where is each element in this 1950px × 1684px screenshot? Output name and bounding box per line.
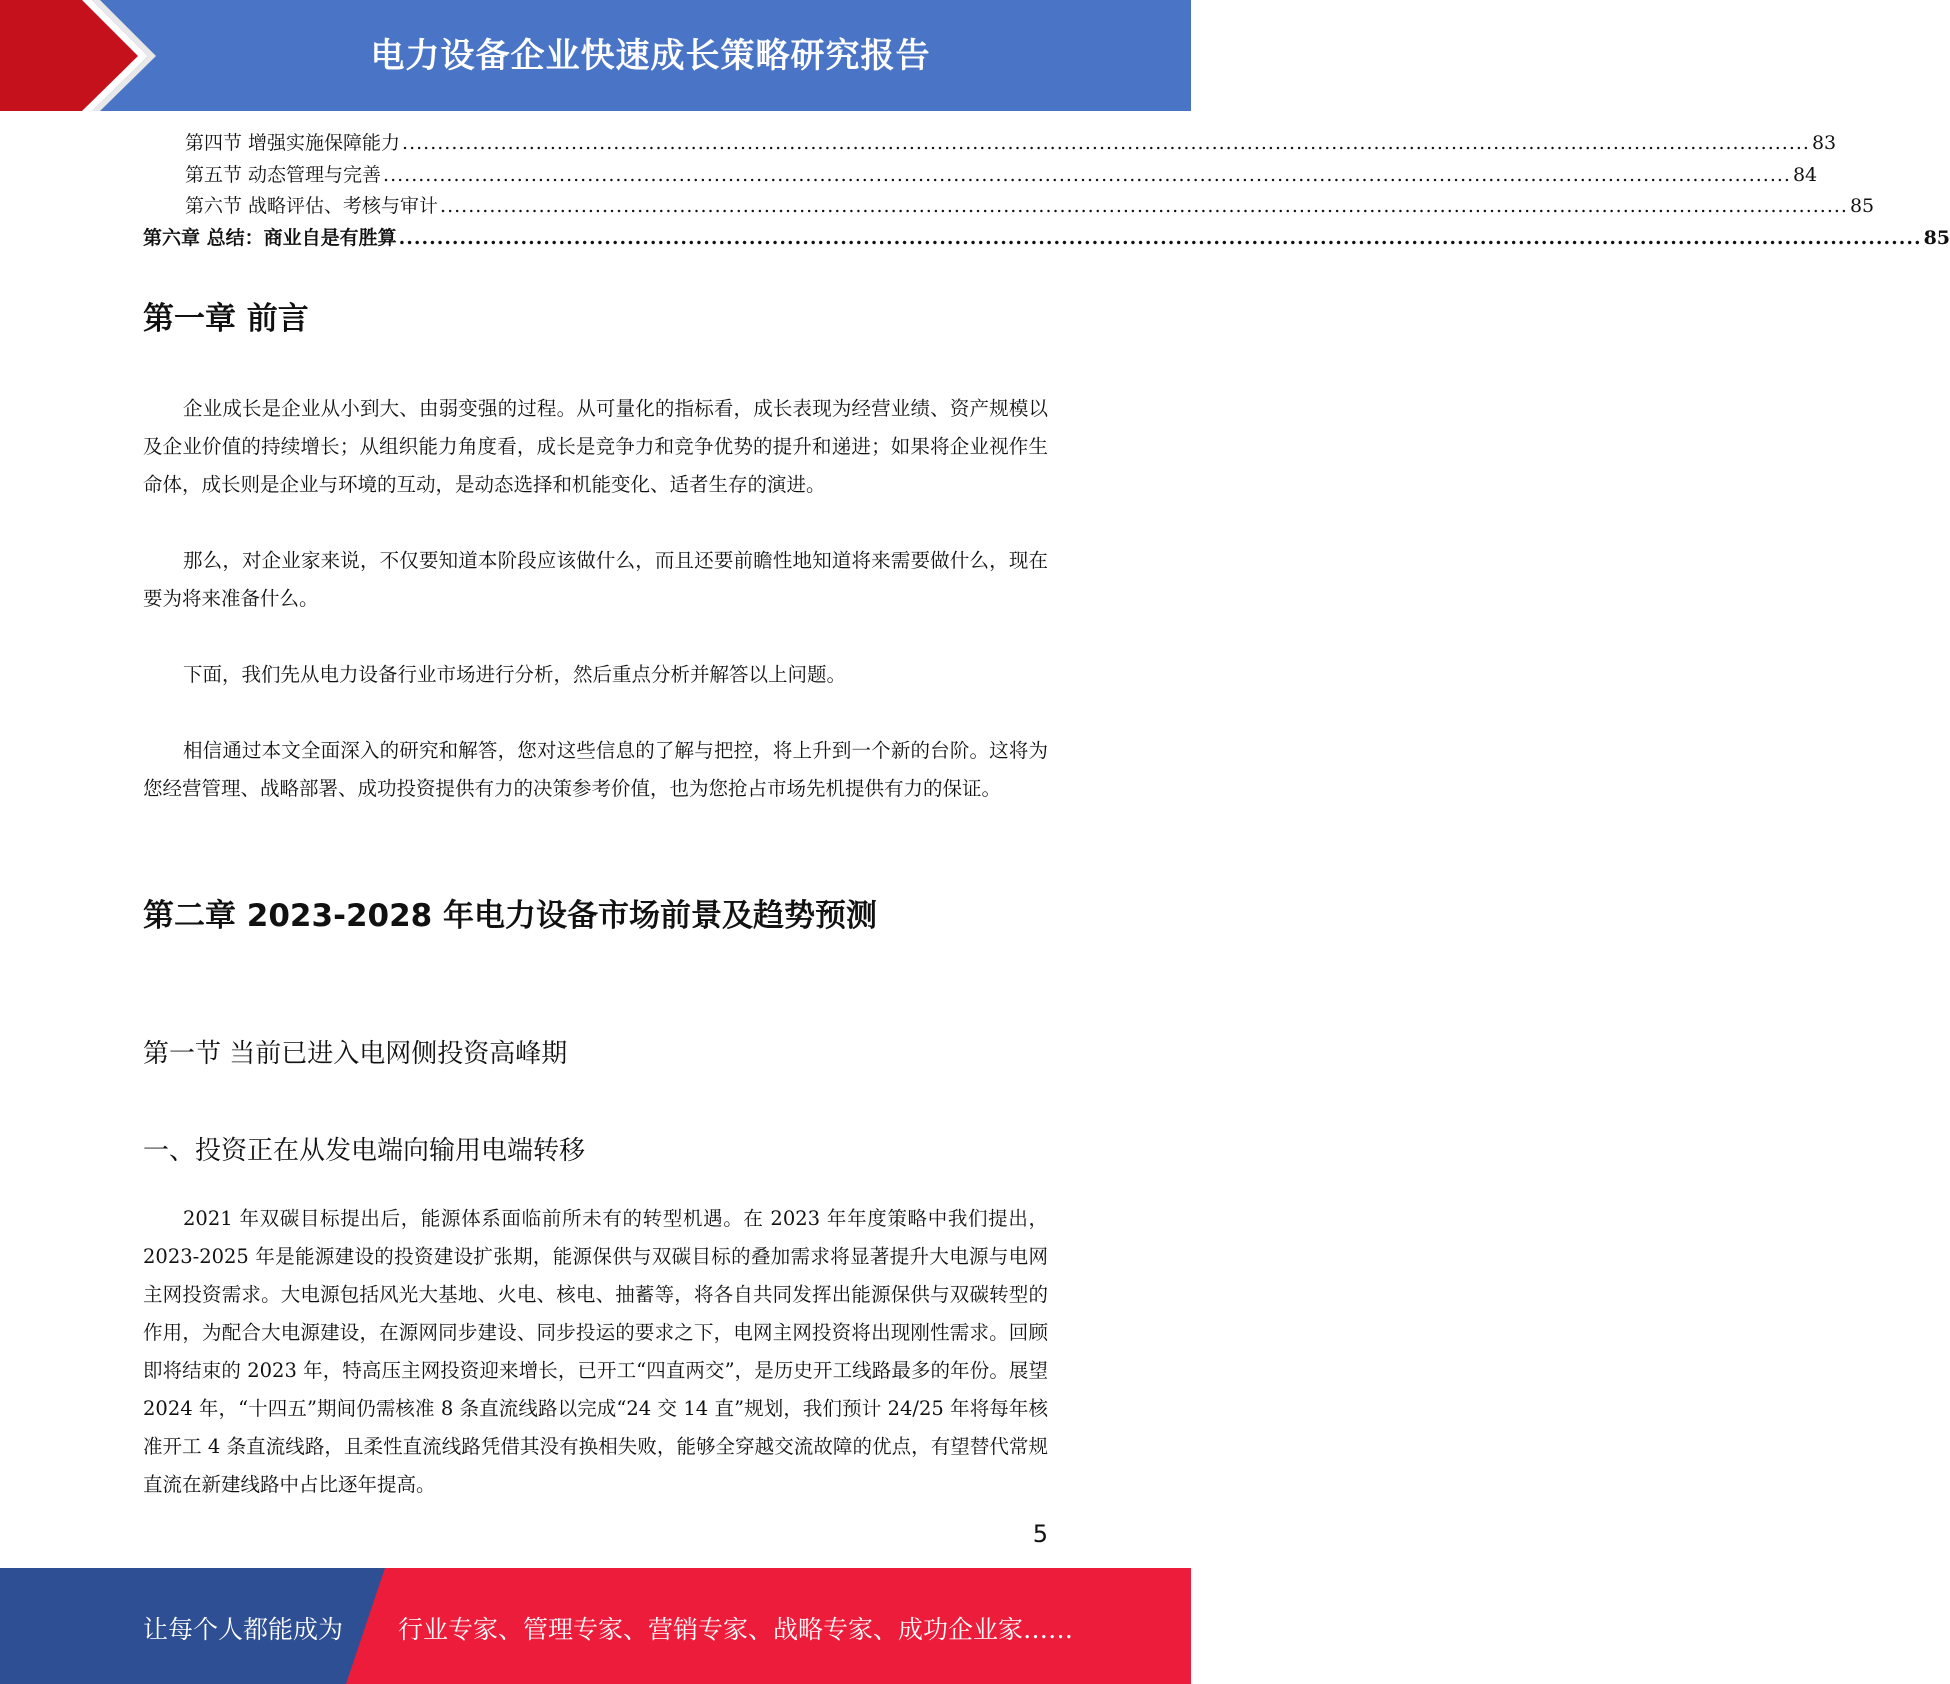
- toc-entry-label: 第四节 增强实施保障能力: [185, 132, 401, 154]
- toc-leader-dots: ........................................................................................................................................................................................................: [383, 163, 1791, 186]
- page-footer: [0, 1568, 1191, 1684]
- page-number: 5: [1032, 1520, 1048, 1548]
- toc-entry-page: 84: [1792, 163, 1818, 186]
- footer-slogan-right: 行业专家、管理专家、营销专家、战略专家、成功企业家……: [398, 1615, 1074, 1644]
- paragraph: 相信通过本文全面深入的研究和解答，您对这些信息的了解与把控，将上升到一个新的台阶。这将为您经营管理、战略部署、成功投资提供有力的决策参考价值，也为您抢占市场先机提供有力的保证。: [143, 739, 1048, 800]
- toc-entry-label: 第六章 总结：商业自是有胜算: [143, 226, 397, 249]
- toc-entry-label: 第五节 动态管理与完善: [185, 163, 382, 186]
- red-arrow-shape: [0, 0, 138, 111]
- section-heading: 第一节 当前已进入电网侧投资高峰期: [143, 1039, 568, 1069]
- paragraph: 下面，我们先从电力设备行业市场进行分析，然后重点分析并解答以上问题。: [183, 663, 847, 686]
- table-of-contents: [143, 128, 1950, 254]
- chapter-1-heading: 第一章 前言: [143, 301, 309, 337]
- page-header: [0, 0, 1191, 111]
- chapter-2-heading: 第二章 2023-2028 年电力设备市场前景及趋势预测: [143, 898, 878, 934]
- toc-entry[interactable]: [143, 223, 1950, 255]
- footer-slogan-left: 让每个人都能成为: [143, 1615, 344, 1644]
- toc-entry[interactable]: [143, 191, 1875, 223]
- paragraph: 2021 年双碳目标提出后，能源体系面临前所未有的转型机遇。在 2023 年年度策略中我们提出，2023-2025 年是能源建设的投资建设扩张期，能源保供与双碳目标的叠加需求将显著提升大电源与电网主网投资需求。大电源包括风光大基地、火电、核电、抽蓄等，将各自共同发挥出能源保供与双碳转型的作用，为配合大电源建设，在源网同步建设、同步投运的要求之下，电网主网投资将出现刚性需求。回顾即将结束的 2023 年，特高压主网投资迎来增长，已开工“四直两交”，是历史开工线路最多的年份。展望 2024 年，“十四五”期间仍需核准 8 条直流线路以完成“24 交 14 直”规划，我们预计 24/25 年将每年核准开工 4 条直流线路，且柔性直流线路凭借其没有换相失败，能够全穿越交流故障的优点，有望替代常规直流在新建线路中占比逐年提高。: [143, 1207, 1048, 1496]
- toc-entry-page: 83: [1811, 132, 1837, 154]
- paragraph: 企业成长是企业从小到大、由弱变强的过程。从可量化的指标看，成长表现为经营业绩、资产规模以及企业价值的持续增长；从组织能力角度看，成长是竞争力和竞争优势的提升和递进；如果将企业视作生命体，成长则是企业与环境的互动，是动态选择和机能变化、适者生存的演进。: [143, 397, 1048, 496]
- toc-leader-dots: ........................................................................................................................................................................................................: [402, 132, 1810, 154]
- toc-entry-page: 85: [1923, 226, 1950, 249]
- report-title: 电力设备企业快速成长策略研究报告: [370, 36, 931, 76]
- paragraph: 那么，对企业家来说，不仅要知道本阶段应该做什么，而且还要前瞻性地知道将来需要做什么，现在要为将来准备什么。: [143, 549, 1048, 610]
- toc-entry-label: 第六节 战略评估、考核与审计: [185, 195, 439, 217]
- toc-entry[interactable]: [143, 160, 1818, 192]
- toc-leader-dots: ........................................................................................................................................................................................................: [440, 195, 1848, 217]
- toc-entry[interactable]: [143, 128, 1837, 160]
- subsection-heading: 一、投资正在从发电端向输用电端转移: [143, 1136, 586, 1166]
- toc-entry-page: 85: [1849, 195, 1875, 217]
- toc-leader-dots: ........................................................................................................................................................................................................: [398, 226, 1922, 249]
